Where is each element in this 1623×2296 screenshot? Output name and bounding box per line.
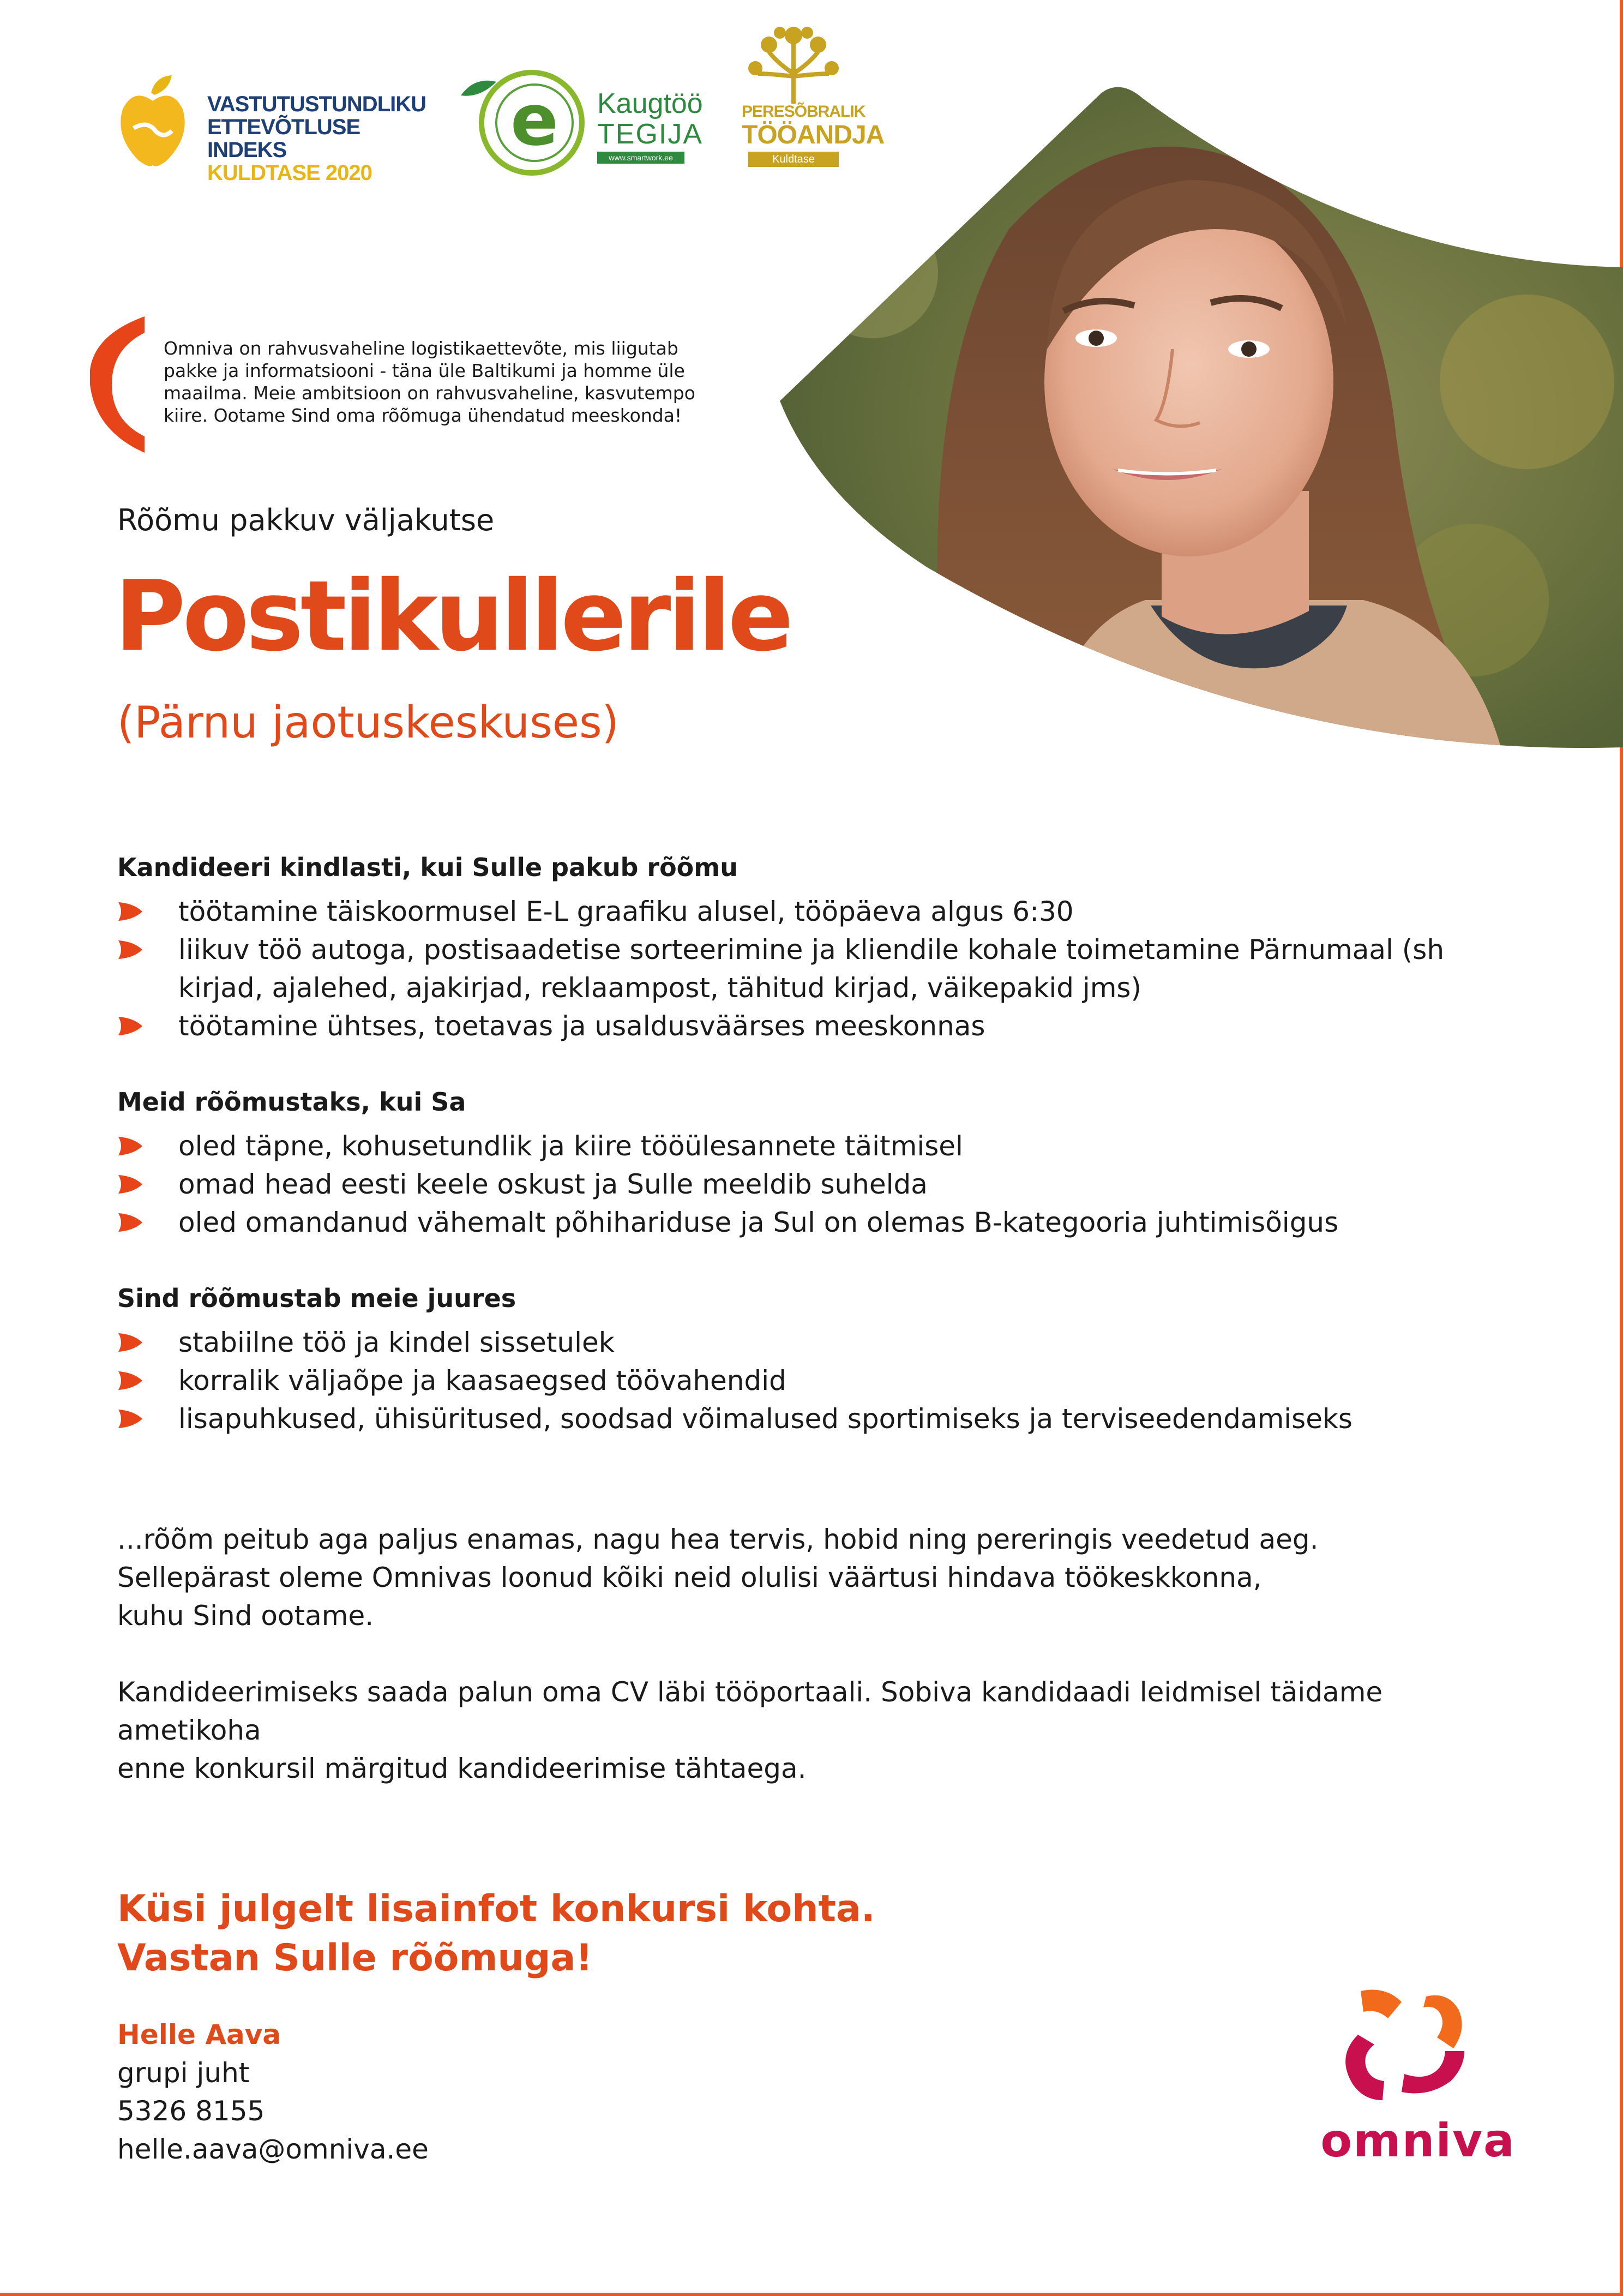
omniva-mark-icon — [1320, 1980, 1516, 2111]
page-border-bottom — [0, 2293, 1623, 2296]
list-item-text: töötamine ühtses, toetavas ja usaldusväärses meeskonnas — [178, 1010, 985, 1042]
list-item — [117, 1362, 1513, 1400]
list-item — [117, 1203, 1513, 1242]
pere-line2: TÖÖANDJA — [742, 121, 885, 149]
call-to-action — [117, 1885, 875, 1983]
contact-block — [117, 2016, 429, 2168]
e-leaf-icon — [450, 65, 592, 180]
cta-line1: Küsi julgelt lisainfot konkursi kohta. — [117, 1887, 875, 1931]
job-title: Postikullerile — [115, 560, 791, 673]
paragraph-line: Kandideerimiseks saada palun oma CV läbi tööportaali. Sobiva kandidaadi leidmisel täidame ametikoha — [117, 1676, 1383, 1746]
list-item-text: liikuv töö autoga, postisaadetise sorteerimine ja kliendile kohale toimetamine Pärnumaal (sh kirjad, ajalehed, ajakirjad, reklaampost, tähitud kirjad, väikepakid jms) — [178, 934, 1445, 1004]
list-item-text: oled omandanud vähemalt põhihariduse ja Sul on olemas B-kategooria juhtimisõigus — [178, 1207, 1339, 1238]
intro-text: Omniva on rahvusvaheline logistikaettevõte, mis liigutab pakke ja informatsiooni - täna üle Baltikumi ja homme üle maailma. Meie ambitsioon on rahvusvaheline, kasvutempo kiire. Ootame Sind oma rõõmuga ühendatud meeskonda! — [164, 338, 695, 426]
cta-line2: Vastan Sulle rõõmuga! — [117, 1937, 593, 1980]
family-tree-icon — [747, 22, 840, 104]
list-item-text: lisapuhkused, ühisüritused, soodsad võimalused sportimiseks ja terviseedendamiseks — [178, 1403, 1352, 1435]
responsible-business-index-logo — [117, 71, 426, 185]
omniva-wordmark: omniva — [1320, 2114, 1516, 2167]
kaugtoo-line1: Kaugtöö — [597, 88, 703, 119]
apple-handshake-icon — [117, 71, 188, 169]
list-item-text: oled täpne, kohusetundlik ja kiire tööülesannete täitmisel — [178, 1130, 963, 1162]
bullet-icon — [117, 1016, 143, 1036]
pere-line1: PERESÕBRALIK — [742, 103, 865, 121]
intro-arc-icon — [90, 316, 150, 453]
paragraph-line: ...rõõm peitub aga paljus enamas, nagu hea tervis, hobid ning pereringis veedetud aeg. — [117, 1524, 1319, 1555]
pere-badge: Kuldtase — [748, 152, 839, 167]
list-item — [117, 1127, 1513, 1165]
list-item — [117, 931, 1513, 1007]
list-item — [117, 1165, 1513, 1203]
kaugtoo-line2: TEGIJA — [597, 118, 704, 150]
paragraph-line: kuhu Sind ootame. — [117, 1600, 374, 1632]
list-item-text: korralik väljaõpe ja kaasaegsed töövahendid — [178, 1365, 786, 1396]
closing-paragraph-values — [117, 1520, 1513, 1635]
svg-text:e: e — [510, 79, 559, 161]
section-heading: Meid rõõmustaks, kui Sa — [117, 1087, 466, 1117]
bullet-icon — [117, 939, 143, 960]
list-item — [117, 1400, 1513, 1438]
bullet-icon — [117, 1212, 143, 1233]
family-friendly-employer-logo — [742, 22, 885, 169]
list-item-text: töötamine täiskoormusel E-L graafiku alusel, tööpäeva algus 6:30 — [178, 896, 1074, 927]
contact-email[interactable]: helle.aava@omniva.ee — [117, 2133, 429, 2165]
section-heading: Sind rõõmustab meie juures — [117, 1284, 516, 1313]
paragraph-line: enne konkursil märgitud kandideerimise tähtaega. — [117, 1753, 807, 1784]
omniva-logo — [1320, 1980, 1516, 2166]
bullet-icon — [117, 1174, 143, 1195]
list-item — [117, 1007, 1513, 1045]
contact-role: grupi juht — [117, 2057, 250, 2089]
list-item — [117, 892, 1513, 931]
job-location: (Pärnu jaotuskeskuses) — [117, 697, 619, 748]
list-item-text: stabiilne töö ja kindel sissetulek — [178, 1327, 615, 1358]
contact-name: Helle Aava — [117, 2019, 281, 2051]
subtitle: Rõõmu pakkuv väljakutse — [117, 503, 495, 537]
section-benefits — [117, 1282, 1513, 1438]
bullet-icon — [117, 1408, 143, 1429]
vei-line2: ETTEVÕTLUSE INDEKS — [207, 115, 360, 162]
closing-paragraph-apply — [117, 1673, 1513, 1788]
section-apply — [117, 851, 1513, 1045]
bullet-icon — [117, 901, 143, 922]
kaugtoo-tegija-logo — [450, 65, 704, 180]
vei-line1: VASTUTUSTUNDLIKU — [207, 92, 426, 116]
contact-phone[interactable]: 5326 8155 — [117, 2095, 265, 2127]
section-heading: Kandideeri kindlasti, kui Sulle pakub rõõmu — [117, 853, 738, 882]
kaugtoo-url: www.smartwork.ee — [597, 152, 684, 164]
paragraph-line: Sellepärast oleme Omnivas loonud kõiki neid olulisi väärtusi hindava töökeskkonna, — [117, 1562, 1262, 1593]
list-item — [117, 1323, 1513, 1362]
list-item-text: omad head eesti keele oskust ja Sulle meeldib suhelda — [178, 1168, 928, 1200]
section-requirements — [117, 1086, 1513, 1242]
bullet-icon — [117, 1136, 143, 1156]
bullet-icon — [117, 1370, 143, 1391]
vei-line3: KULDTASE 2020 — [207, 161, 372, 185]
bullet-icon — [117, 1332, 143, 1353]
